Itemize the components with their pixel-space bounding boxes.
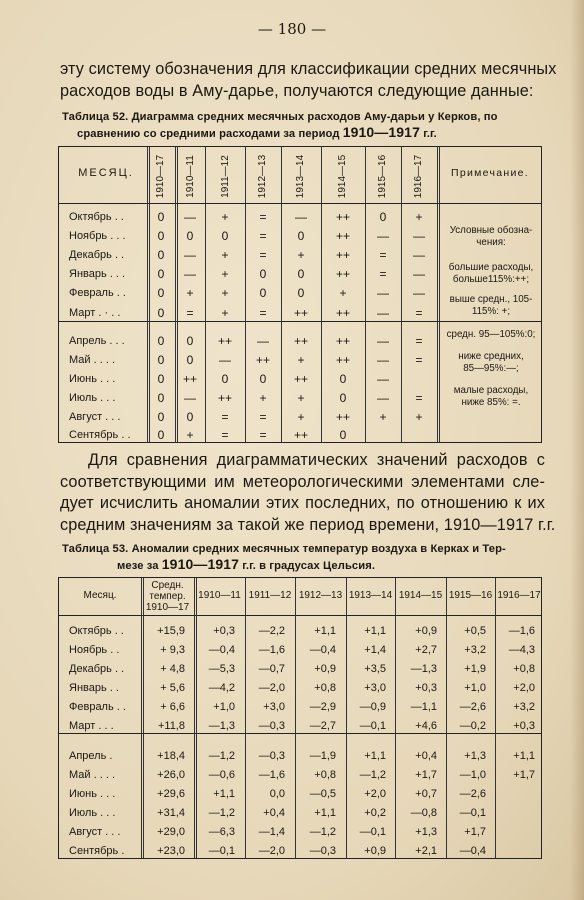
table53-cell: +0,7	[415, 788, 437, 800]
table53-cell: +0,9	[314, 663, 336, 675]
table52-cell: +	[221, 306, 229, 320]
table52-cell: +	[297, 248, 305, 262]
table53-column-rule	[346, 578, 347, 858]
table53-cell: —1,2	[359, 769, 386, 781]
table53-cell: —4,3	[508, 644, 535, 656]
middle-paragraph	[60, 450, 556, 536]
table53-cell: —2,6	[459, 701, 486, 713]
table53-cell: +23,0	[157, 845, 185, 857]
table52-cell: —	[184, 248, 196, 262]
table52-year-label: 1910—17	[155, 154, 167, 198]
table53-cell: +2,0	[364, 788, 386, 800]
table52-cell: 0	[157, 210, 165, 224]
table-53	[58, 577, 542, 859]
table53-cell: +29,6	[157, 788, 185, 800]
table52-cell: +	[259, 391, 267, 405]
table52-cell: ++	[335, 353, 350, 367]
middle-line: соответствующими им метеорологическими элементами сле-	[60, 472, 545, 491]
table53-caption	[62, 542, 542, 574]
table53-month: Октябрь . .	[69, 625, 124, 637]
table53-cell: —1,2	[208, 807, 235, 819]
table53-cell: +1,1	[314, 807, 336, 819]
table53-cell: —0,3	[258, 720, 285, 732]
table52-cell: —	[377, 229, 389, 243]
table52-month: Апрель . . .	[69, 335, 125, 347]
table53-cell: +2,0	[513, 682, 535, 694]
table53-mean-header: Средн.	[151, 580, 184, 591]
table53-cell: —0,2	[459, 720, 486, 732]
table53-cell: +3,2	[464, 644, 486, 656]
table53-month: Август . . .	[69, 826, 121, 838]
table53-cell: +1,0	[213, 701, 235, 713]
table53-cell: —2,2	[258, 625, 285, 637]
table53-cell: +1,1	[213, 788, 235, 800]
table52-year-label: 1913—14	[295, 154, 307, 198]
table52-month: Март . · . .	[69, 307, 121, 319]
table52-cell: —	[377, 391, 389, 405]
table53-cell: —1,6	[508, 625, 535, 637]
table52-cell: ++	[182, 372, 197, 386]
table53-caption-line2b: г.г. в градусах Цельсия.	[242, 560, 376, 572]
table53-cell: +0,4	[263, 807, 285, 819]
table53-cell: —0,7	[258, 663, 285, 675]
table52-cell: 0	[221, 372, 229, 386]
table53-month: Сентябрь .	[69, 845, 125, 857]
table52-cell: 0	[186, 229, 194, 243]
table53-month: Июнь . . .	[69, 788, 116, 800]
table53-month: Ноябрь . .	[69, 644, 120, 656]
table53-cell: +2,7	[415, 644, 437, 656]
table52-cell: 0	[297, 286, 305, 300]
table53-cell: +3,5	[364, 663, 386, 675]
table52-month: Декабрь . .	[69, 249, 125, 261]
table52-month: Июль . . .	[69, 392, 116, 404]
table52-cell: +	[379, 410, 387, 424]
table52-cell: 0	[157, 306, 165, 320]
table52-cell: ++	[217, 334, 232, 348]
table52-caption	[62, 110, 542, 142]
table52-cell: =	[259, 210, 267, 224]
table52-cell: =	[259, 306, 267, 320]
table52-cell: =	[259, 410, 267, 424]
table53-year-header: 1911—12	[248, 590, 292, 601]
table52-note-line: ниже 85%: =.	[461, 397, 521, 408]
table53-cell: +0,4	[415, 750, 437, 762]
table53-month: Апрель .	[69, 750, 113, 762]
table52-cell: +	[221, 267, 229, 281]
table53-caption-period: 1910—1917	[161, 556, 239, 572]
table53-cell: +2,1	[415, 845, 437, 857]
table52-cell: —	[413, 248, 425, 262]
table52-header-rule	[59, 203, 541, 204]
table52-cell: 0	[157, 372, 165, 386]
table53-cell: —0,4	[459, 845, 486, 857]
table53-cell: +18,4	[157, 750, 185, 762]
table52-cell: =	[415, 391, 423, 405]
table53-cell: +4,6	[415, 720, 437, 732]
table53-column-rule	[495, 578, 496, 858]
table52-cell: =	[186, 306, 194, 320]
table52-cell: ++	[293, 306, 308, 320]
table53-season-rule	[59, 733, 541, 734]
table53-cell: +1,1	[364, 750, 386, 762]
table52-column-rule	[437, 147, 440, 442]
table52-cell: +	[297, 410, 305, 424]
table53-cell: —4,2	[208, 682, 235, 694]
table52-note-line: Условные обозна-	[449, 225, 533, 236]
table53-cell: +11,8	[157, 720, 185, 732]
middle-line: Для сравнения диаграмматических значений расходов с	[88, 451, 545, 469]
table52-year-header	[281, 151, 321, 201]
table53-cell: 0,0	[269, 788, 285, 800]
table52-cell: ++	[335, 267, 350, 281]
table53-cell: —0,6	[208, 769, 235, 781]
table53-year-header: 1915—16	[448, 590, 493, 601]
table52-cell: ++	[335, 410, 350, 424]
table52-cell: 0	[221, 229, 229, 243]
table53-month: Январь . .	[69, 682, 119, 694]
table53-cell: —0,8	[410, 807, 437, 819]
table52-cell: +	[339, 286, 347, 300]
table53-cell: —1,3	[208, 720, 235, 732]
table53-cell: —0,9	[359, 701, 386, 713]
table52-cell: 0	[186, 334, 194, 348]
table53-column-rule	[245, 578, 246, 858]
table53-mean-header: темпер.	[149, 591, 186, 602]
table53-column-rule	[446, 578, 447, 858]
table52-cell: ++	[335, 229, 350, 243]
table52-cell: +	[415, 210, 423, 224]
table52-cell: 0	[339, 372, 347, 386]
table53-month: Декабрь . .	[69, 663, 125, 675]
table52-cell: ++	[217, 391, 232, 405]
table53-cell: +1,3	[464, 750, 486, 762]
intro-paragraph	[60, 59, 557, 102]
table53-cell: +26,0	[157, 769, 185, 781]
table52-cell: +	[415, 410, 423, 424]
table53-cell: +0,8	[314, 769, 336, 781]
table52-cell: ++	[293, 372, 308, 386]
table53-column-rule	[295, 578, 296, 858]
middle-line: дует исчислить аномалии этих последних, по отношению к их	[60, 494, 545, 512]
table52-month: Январь . . .	[69, 268, 126, 280]
table53-cell: —1,2	[309, 826, 336, 838]
table53-mean-header: 1910—17	[145, 602, 190, 613]
table53-header-rule	[59, 615, 541, 616]
table53-cell: +0,3	[415, 682, 437, 694]
table53-cell: —1,0	[459, 769, 486, 781]
table52-cell: ++	[335, 334, 350, 348]
table52-cell: =	[221, 410, 229, 424]
table52-note-line: средн. 95—105%:0;	[446, 329, 536, 340]
table53-year-header: 1910—11	[198, 590, 241, 601]
table52-month: Май . . . .	[69, 354, 115, 366]
table53-cell: —0,1	[459, 807, 486, 819]
table52-cell: ++	[335, 210, 350, 224]
table53-cell: +1,3	[415, 826, 437, 838]
table52-cell: ++	[293, 334, 308, 348]
table53-cell: —0,1	[359, 826, 386, 838]
table52-cell: —	[257, 334, 269, 348]
table52-cell: =	[415, 306, 423, 320]
table52-cell: —	[413, 267, 425, 281]
table52-cell: —	[219, 353, 231, 367]
table52-cell: =	[221, 428, 229, 442]
table53-cell: +0,8	[314, 682, 336, 694]
table52-note-line: 115%: +;	[471, 306, 511, 317]
table53-cell: + 5,6	[160, 682, 185, 694]
table53-cell: —1,9	[309, 750, 336, 762]
table52-month: Октябрь . .	[69, 211, 124, 223]
table52-year-header	[175, 151, 205, 201]
table53-cell: +0,5	[464, 625, 486, 637]
table52-month: Июнь . . .	[69, 373, 116, 385]
table53-cell: + 9,3	[160, 644, 185, 656]
table53-cell: +1,1	[314, 625, 336, 637]
table52-cell: —	[377, 372, 389, 386]
table52-cell: =	[259, 248, 267, 262]
table52-cell: 0	[259, 286, 267, 300]
table52-note-line: ниже средних,	[458, 351, 524, 362]
table52-cell: —	[377, 306, 389, 320]
table52-cell: —	[184, 267, 196, 281]
table53-cell: +1,4	[364, 644, 386, 656]
table52-cell: +	[297, 391, 305, 405]
table52-caption-prefix: Таблица 52.	[62, 111, 129, 123]
table52-year-label: 1911—12	[219, 154, 231, 198]
table53-month: Март . . .	[69, 720, 114, 732]
table53-cell: + 4,8	[160, 663, 185, 675]
table53-cell: —0,4	[208, 644, 235, 656]
table52-month-header: МЕСЯЦ.	[78, 167, 134, 179]
table53-cell: —2,9	[309, 701, 336, 713]
table53-cell: —5,3	[208, 663, 235, 675]
table52-cell: ++	[335, 248, 350, 262]
table52-cell: —	[295, 210, 307, 224]
table53-cell: —1,6	[258, 644, 285, 656]
table52-note-line: выше средн., 105-	[449, 294, 533, 305]
table52-year-header	[365, 151, 401, 201]
table53-cell: —1,2	[208, 750, 235, 762]
table53-month: Июль . . .	[69, 807, 116, 819]
table53-column-rule	[194, 578, 197, 858]
table53-cell: —0,1	[208, 845, 235, 857]
table52-cell: 0	[297, 267, 305, 281]
table52-cell: 0	[157, 353, 165, 367]
table53-cell: +0,3	[513, 720, 535, 732]
intro-line: расходов воды в Аму-дарье, получаются следующие данные:	[60, 81, 534, 100]
table52-cell: 0	[157, 286, 165, 300]
table52-cell: 0	[339, 391, 347, 405]
table52-caption-line2b: г.г.	[423, 128, 437, 140]
table53-cell: +1,9	[464, 663, 486, 675]
table52-cell: 0	[157, 410, 165, 424]
table52-cell: —	[413, 229, 425, 243]
table52-cell: +	[221, 248, 229, 262]
table53-cell: —2,6	[459, 788, 486, 800]
table53-cell: —0,3	[258, 750, 285, 762]
table53-column-rule	[395, 578, 396, 858]
table53-month: Февраль . .	[69, 701, 126, 713]
table52-cell: 0	[157, 229, 165, 243]
table52-cell: 0	[157, 267, 165, 281]
table53-cell: —2,0	[258, 845, 285, 857]
table52-year-header	[321, 151, 365, 201]
table53-year-header: 1913—14	[348, 590, 393, 601]
table53-cell: +3,2	[513, 701, 535, 713]
table53-caption-prefix: Таблица 53.	[62, 543, 129, 555]
table53-cell: + 6,6	[160, 701, 185, 713]
table52-cell: +	[221, 210, 229, 224]
table53-cell: —0,5	[309, 788, 336, 800]
table53-year-header: 1916—17	[497, 590, 541, 601]
table-52	[58, 146, 542, 443]
table52-year-label: 1916—17	[413, 154, 425, 198]
table52-year-label: 1910—11	[184, 154, 196, 198]
table53-cell: —2,7	[309, 720, 336, 732]
table52-cell: 0	[297, 229, 305, 243]
table52-cell: —	[377, 286, 389, 300]
table52-caption-period: 1910—1917	[342, 124, 420, 140]
table52-cell: 0	[157, 334, 165, 348]
table53-cell: +15,9	[157, 625, 185, 637]
table53-column-rule	[141, 578, 144, 858]
table53-month-header: Месяц.	[83, 590, 117, 601]
table53-cell: +1,7	[513, 769, 535, 781]
table52-cell: —	[184, 210, 196, 224]
table53-cell: +0,2	[364, 807, 386, 819]
page-number: — 180 —	[257, 20, 327, 38]
table52-month: Февраль . .	[69, 287, 126, 299]
table53-caption-line1: Аномалии средних месячных температур воздуха в Керках и Тер-	[131, 543, 506, 555]
table53-cell: +0,9	[415, 625, 437, 637]
table52-year-header	[245, 151, 281, 201]
table52-cell: 0	[186, 410, 194, 424]
table53-year-header: 1912—13	[298, 590, 343, 601]
table52-note-line: большие расходы,	[448, 262, 534, 273]
table52-cell: —	[377, 353, 389, 367]
table52-note-line: чения:	[476, 237, 506, 248]
table53-year-header: 1914—15	[398, 590, 443, 601]
table52-note-line: малые расходы,	[453, 385, 529, 396]
table52-cell: =	[415, 353, 423, 367]
table53-cell: +31,4	[157, 807, 185, 819]
table52-year-label: 1912—13	[257, 154, 269, 198]
table53-cell: +1,7	[464, 826, 486, 838]
intro-line: эту систему обозначения для классификации средних месячных	[60, 60, 557, 78]
table52-cell: ++	[255, 353, 270, 367]
table53-cell: +0,9	[364, 845, 386, 857]
table52-year-label: 1915—16	[377, 154, 389, 198]
table52-year-label: 1914—15	[337, 154, 349, 198]
table53-cell: +0,8	[513, 663, 535, 675]
table52-cell: 0	[186, 353, 194, 367]
table52-cell: =	[259, 428, 267, 442]
table53-cell: —6,3	[208, 826, 235, 838]
table52-cell: =	[259, 229, 267, 243]
table53-cell: +3,0	[263, 701, 285, 713]
table53-cell: +3,0	[364, 682, 386, 694]
table53-cell: —0,1	[359, 720, 386, 732]
table52-cell: —	[413, 286, 425, 300]
table52-cell: 0	[259, 372, 267, 386]
table52-notes-header: Примечание.	[451, 167, 529, 179]
table52-cell: 0	[339, 428, 347, 442]
table52-year-header	[205, 151, 245, 201]
table52-cell: —	[377, 334, 389, 348]
table52-cell: 0	[157, 391, 165, 405]
table53-cell: +1,1	[513, 750, 535, 762]
table53-caption-line2a: мезе за	[117, 560, 159, 572]
table53-cell: —1,3	[410, 663, 437, 675]
table52-cell: +	[297, 353, 305, 367]
table52-cell: +	[221, 286, 229, 300]
middle-line: средним значениям за такой же период времени, 1910—1917 г.г.	[60, 515, 556, 534]
table53-cell: —1,1	[410, 701, 437, 713]
table52-cell: 0	[157, 428, 165, 442]
table52-cell: 0	[379, 210, 387, 224]
table52-cell: ++	[293, 428, 308, 442]
table52-cell: =	[415, 334, 423, 348]
table52-caption-line1: Диаграмма средних месячных расходов Аму-дарьи у Керков, по	[131, 111, 498, 123]
table53-cell: +1,0	[464, 682, 486, 694]
table52-year-header	[401, 151, 437, 201]
table53-cell: —0,3	[309, 845, 336, 857]
table53-cell: —1,6	[258, 769, 285, 781]
table52-cell: —	[184, 391, 196, 405]
table53-cell: —0,4	[309, 644, 336, 656]
table53-cell: +0,3	[213, 625, 235, 637]
table52-cell: 0	[157, 248, 165, 262]
table53-month: Май . . . .	[69, 769, 115, 781]
page-edge-shadow	[570, 0, 584, 900]
table53-cell: +1,7	[415, 769, 437, 781]
table52-cell: =	[379, 248, 387, 262]
table52-month: Август . . .	[69, 411, 121, 423]
table52-month: Сентябрь . .	[69, 429, 131, 441]
table53-cell: +1,1	[364, 625, 386, 637]
table52-cell: =	[379, 267, 387, 281]
table52-cell: +	[186, 428, 194, 442]
table52-cell: ++	[335, 306, 350, 320]
table52-season-rule	[59, 321, 541, 322]
table52-year-header	[147, 151, 175, 201]
table52-note-line: больше115%:++;	[452, 274, 530, 285]
table53-cell: +29,0	[157, 826, 185, 838]
table52-note-line: 85—95%:—;	[463, 363, 519, 374]
table52-caption-line2a: сравнению со средними расходами за период	[77, 128, 340, 140]
table52-cell: +	[186, 286, 194, 300]
table52-month: Ноябрь . . .	[69, 230, 126, 242]
table53-cell: —2,0	[258, 682, 285, 694]
table52-cell: 0	[259, 267, 267, 281]
table53-cell: —1,4	[258, 826, 285, 838]
